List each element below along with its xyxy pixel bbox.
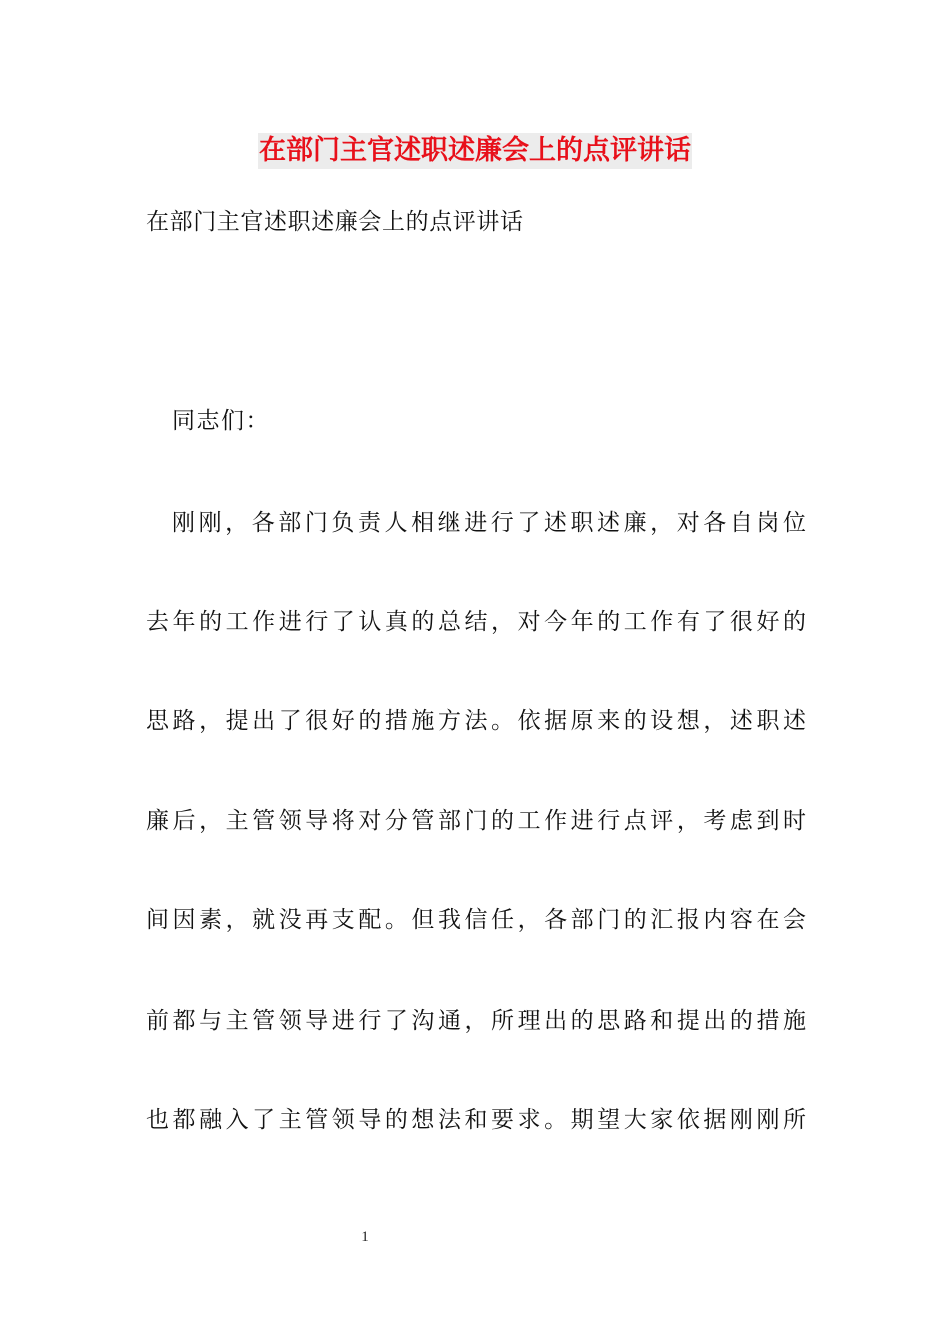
paragraph-line: 也都融入了主管领导的想法和要求。期望大家依据刚刚所 [146,1107,806,1133]
document-subtitle: 在部门主官述职述廉会上的点评讲话 [146,209,524,235]
title-container [0,133,950,169]
paragraph-line: 去年的工作进行了认真的总结，对今年的工作有了很好的 [146,609,806,635]
paragraph-line: 廉后，主管领导将对分管部门的工作进行点评，考虑到时 [146,808,806,834]
salutation: 同志们： [172,408,270,434]
paragraph-line: 刚刚，各部门负责人相继进行了述职述廉，对各自岗位 [172,510,806,536]
paragraph-line: 间因素，就没再支配。但我信任，各部门的汇报内容在会 [146,907,806,933]
paragraph-line: 思路，提出了很好的措施方法。依据原来的设想，述职述 [146,708,806,734]
document-title: 在部门主官述职述廉会上的点评讲话 [258,133,692,169]
page-number: 1 [361,1229,369,1245]
paragraph-line: 前都与主管领导进行了沟通，所理出的思路和提出的措施 [146,1008,806,1034]
